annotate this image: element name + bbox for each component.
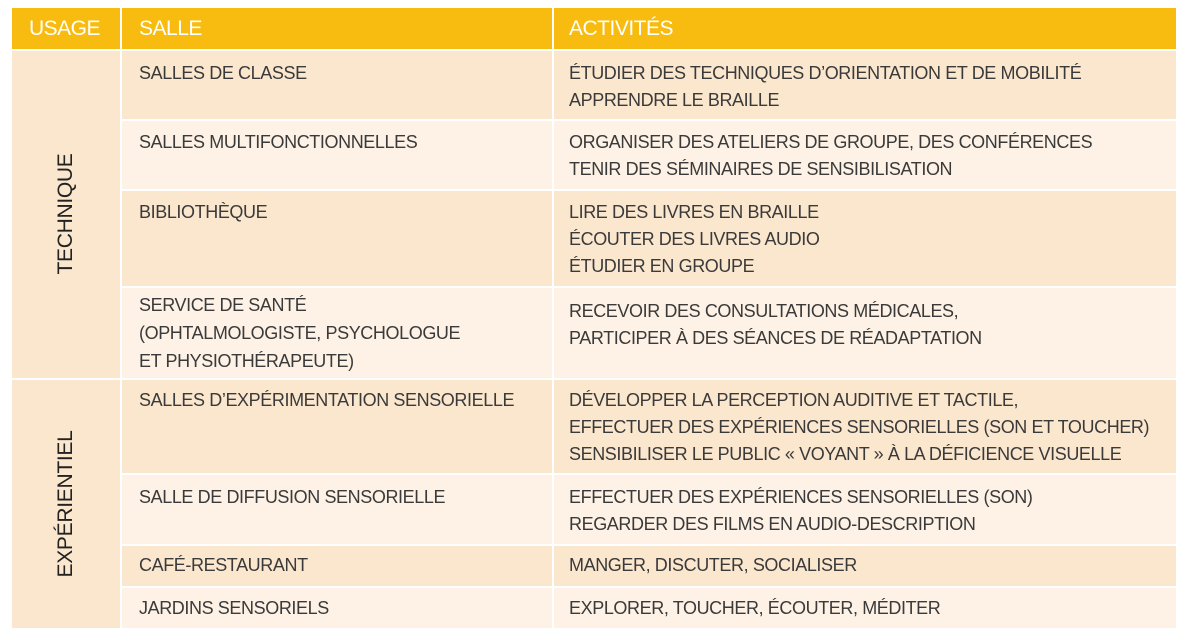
- table-row: [122, 288, 1176, 378]
- salle-line: SALLES DE CLASSE: [139, 63, 307, 83]
- salle-cell: [139, 387, 514, 414]
- salle-line: ET PHYSIOTHÉRAPEUTE): [139, 351, 354, 371]
- activite-line: EXPLORER, TOUCHER, ÉCOUTER, MÉDITER: [569, 598, 941, 618]
- salle-line: CAFÉ-RESTAURANT: [139, 555, 308, 575]
- salle-line: SALLES MULTIFONCTIONNELLES: [139, 132, 418, 152]
- header-usage: USAGE: [29, 17, 101, 40]
- column-divider: [552, 51, 554, 628]
- activite-line: ÉTUDIER EN GROUPE: [569, 256, 755, 276]
- activite-line: REGARDER DES FILMS EN AUDIO-DESCRIPTION: [569, 514, 976, 534]
- usage-cell-experientiel: [12, 380, 120, 628]
- activite-line: APPRENDRE LE BRAILLE: [569, 90, 780, 110]
- activite-line: EFFECTUER DES EXPÉRIENCES SENSORIELLES (SON): [569, 487, 1033, 507]
- activite-line: SENSIBILISER LE PUBLIC « VOYANT » À LA DÉFICIENCE VISUELLE: [569, 444, 1122, 464]
- header-salle: SALLE: [139, 17, 202, 40]
- salle-line: SALLE DE DIFFUSION SENSORIELLE: [139, 487, 446, 507]
- table-row: [122, 121, 1176, 189]
- salle-line: SERVICE DE SANTÉ: [139, 295, 307, 315]
- activities-table: [12, 8, 1176, 628]
- activites-cell: [569, 298, 982, 352]
- activites-cell: [569, 552, 857, 579]
- activite-line: ORGANISER DES ATELIERS DE GROUPE, DES CONFÉRENCES: [569, 132, 1093, 152]
- usage-label-experientiel: EXPÉRIENTIEL: [54, 430, 77, 578]
- table-row: [122, 546, 1176, 586]
- activite-line: LIRE DES LIVRES EN BRAILLE: [569, 202, 819, 222]
- header-divider: [120, 8, 122, 49]
- activite-line: ÉCOUTER DES LIVRES AUDIO: [569, 229, 820, 249]
- activite-line: TENIR DES SÉMINAIRES DE SENSIBILISATION: [569, 159, 953, 179]
- usage-label-technique: TECHNIQUE: [54, 153, 77, 275]
- salle-cell: [139, 199, 267, 226]
- salle-cell: [139, 291, 460, 375]
- activites-cell: [569, 60, 1081, 114]
- table-row: [122, 475, 1176, 544]
- salle-line: JARDINS SENSORIELS: [139, 598, 329, 618]
- salle-line: BIBLIOTHÈQUE: [139, 202, 268, 222]
- table-row: [122, 380, 1176, 473]
- salle-cell: [139, 595, 329, 622]
- activites-cell: [569, 129, 1092, 183]
- table-row: [122, 51, 1176, 119]
- salle-cell: [139, 552, 308, 579]
- activites-cell: [569, 387, 1149, 468]
- activites-cell: [569, 199, 819, 280]
- activite-line: RECEVOIR DES CONSULTATIONS MÉDICALES,: [569, 301, 959, 321]
- salle-line: SALLES D’EXPÉRIMENTATION SENSORIELLE: [139, 390, 515, 410]
- header-activites: ACTIVITÉS: [569, 17, 674, 40]
- usage-cell-technique: [12, 51, 120, 378]
- header-divider: [552, 8, 554, 49]
- activite-line: MANGER, DISCUTER, SOCIALISER: [569, 555, 857, 575]
- activite-line: ÉTUDIER DES TECHNIQUES D’ORIENTATION ET DE MOBILITÉ: [569, 63, 1082, 83]
- activite-line: PARTICIPER À DES SÉANCES DE RÉADAPTATION: [569, 328, 982, 348]
- activite-line: DÉVELOPPER LA PERCEPTION AUDITIVE ET TACTILE,: [569, 390, 1019, 410]
- activites-cell: [569, 484, 1033, 538]
- activite-line: EFFECTUER DES EXPÉRIENCES SENSORIELLES (SON ET TOUCHER): [569, 417, 1150, 437]
- table-header: [12, 8, 1176, 49]
- salle-line: (OPHTALMOLOGISTE, PSYCHOLOGUE: [139, 323, 461, 343]
- table-row: [122, 191, 1176, 286]
- activites-cell: [569, 595, 940, 622]
- table-row: [122, 588, 1176, 628]
- salle-cell: [139, 484, 445, 511]
- salle-cell: [139, 60, 307, 87]
- salle-cell: [139, 129, 417, 156]
